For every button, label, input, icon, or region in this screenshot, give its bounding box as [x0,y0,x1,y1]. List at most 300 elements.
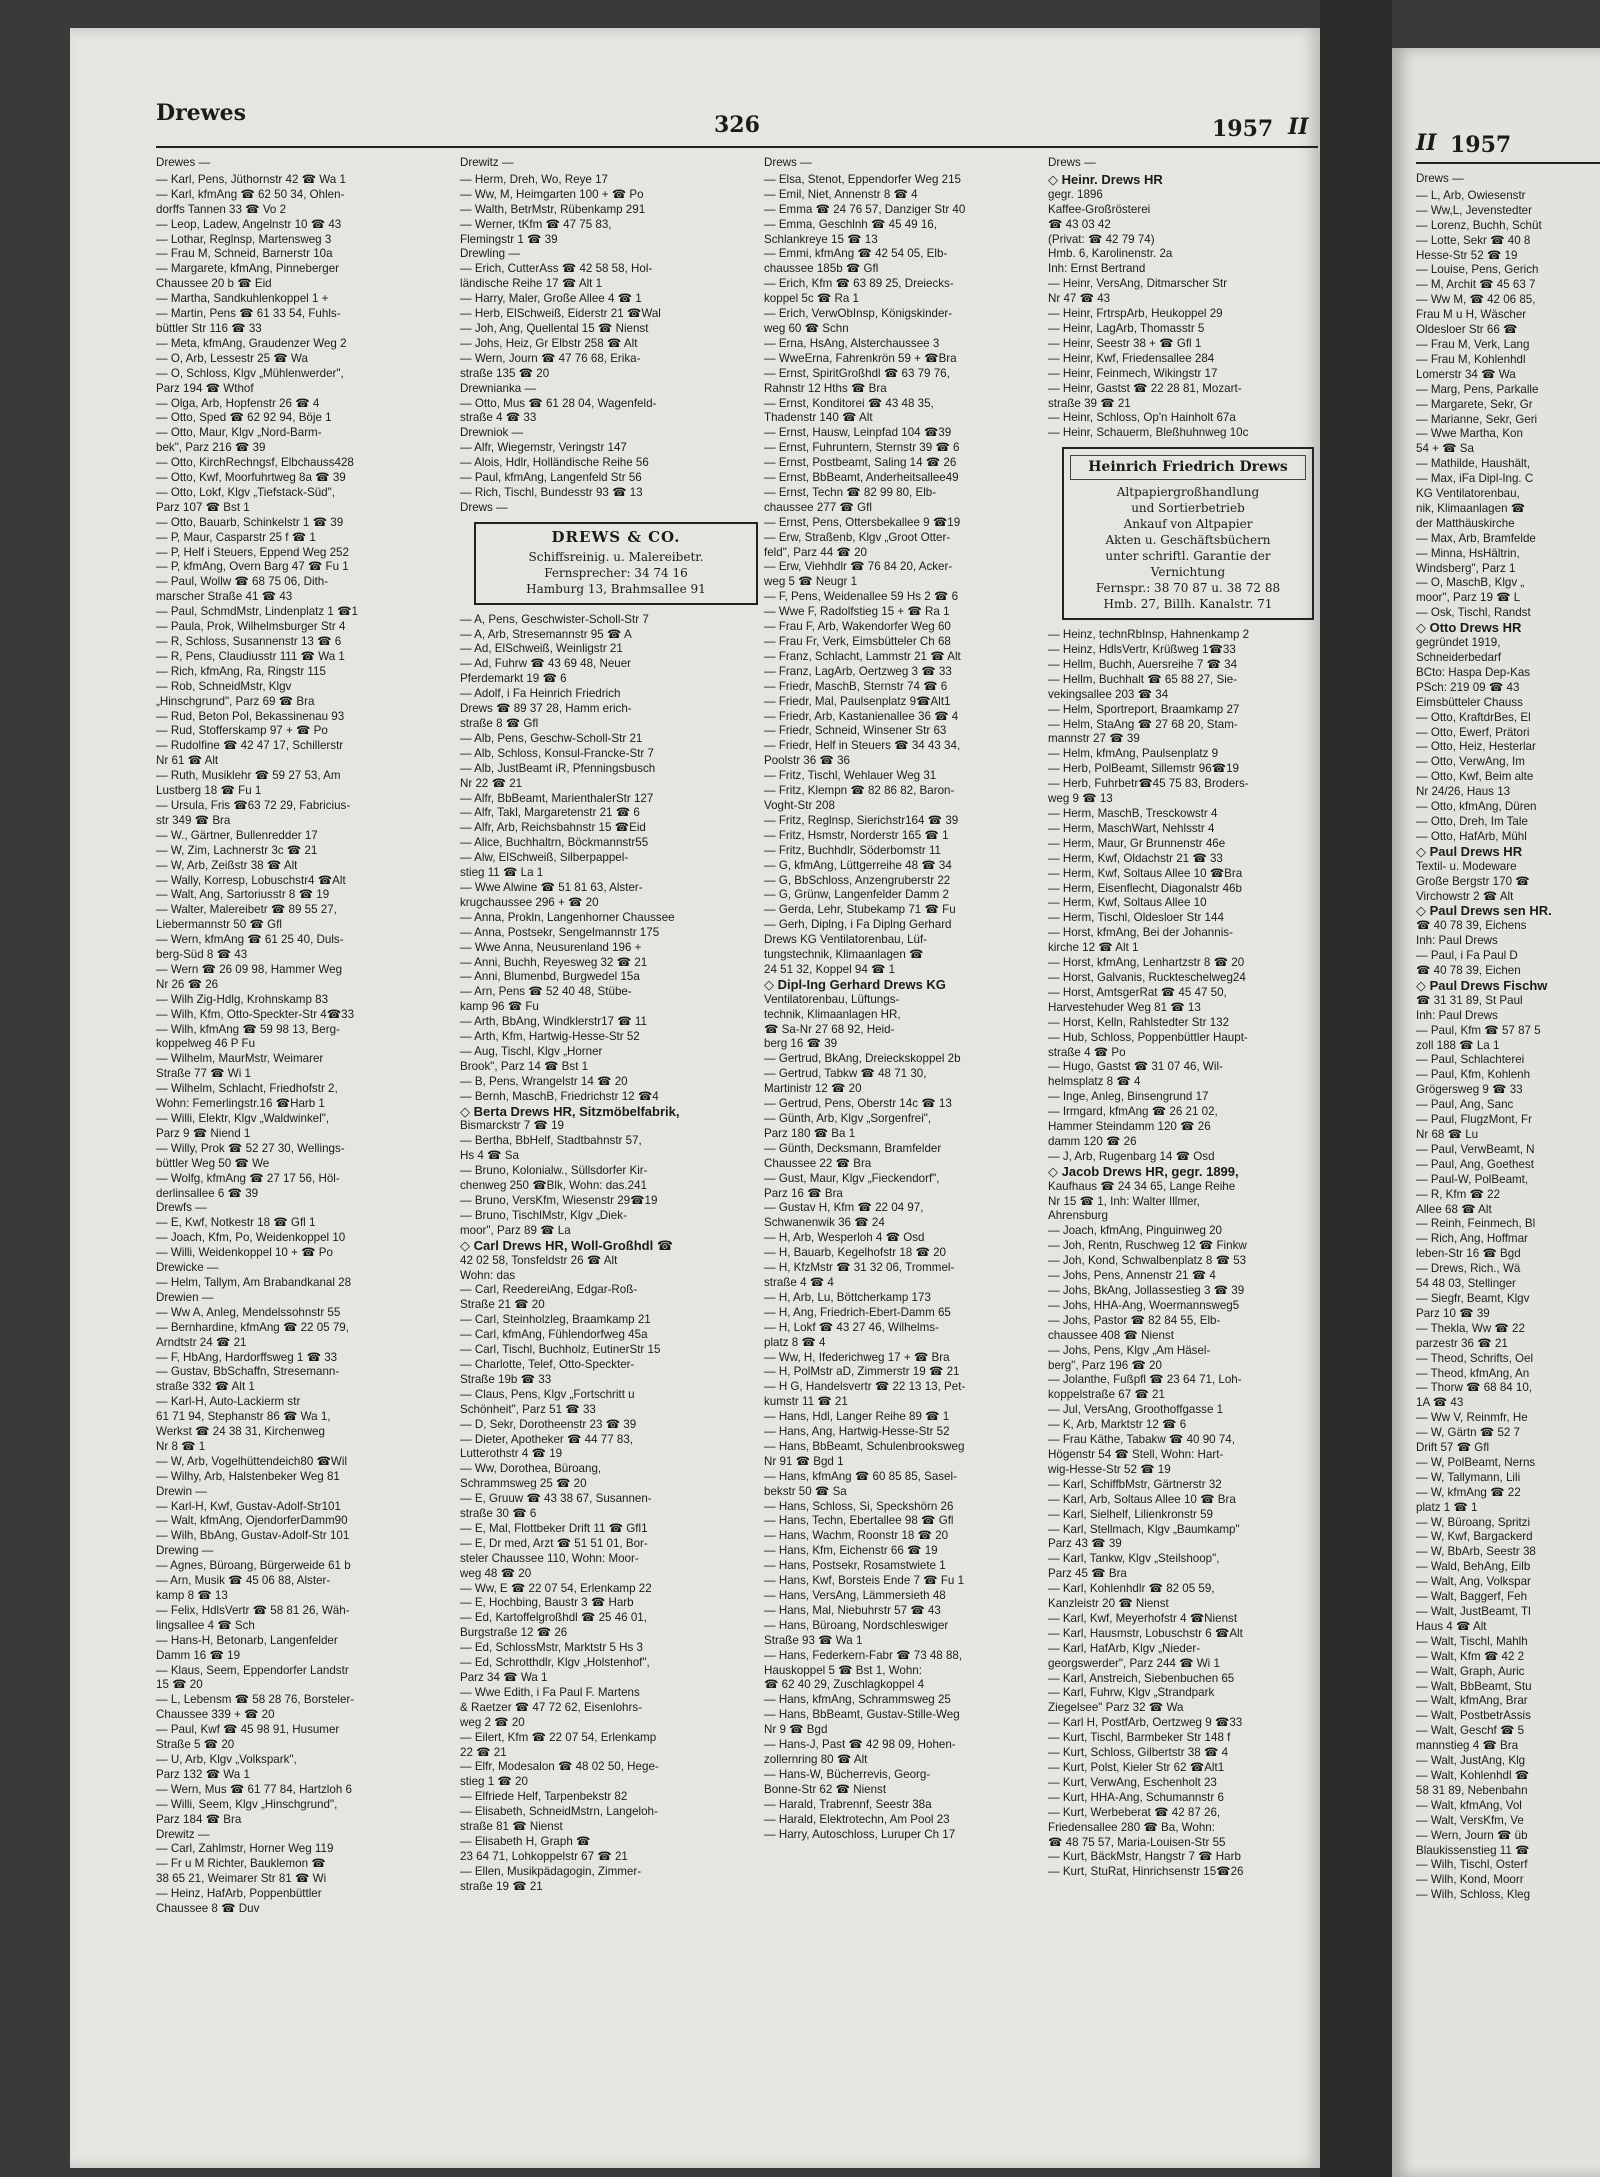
directory-entry: — Walt, Tischl, Mahlh [1416,1634,1528,1648]
directory-entry: — Karl, Hausmstr, Lobuschstr 6 ☎Alt [1048,1626,1243,1640]
directory-entry: — P, Helf i Steuers, Eppend Weg 252 [156,545,349,559]
directory-entry: 23 64 71, Lohkoppelstr 67 ☎ 21 [460,1849,628,1863]
directory-entry: Hesse-Str 52 ☎ 19 [1416,248,1518,262]
directory-entry: — Walt, Ang, Volkspar [1416,1575,1531,1589]
directory-entry: — Paul, Kfm, Kohlenh [1416,1068,1531,1082]
directory-entry: Parz 180 ☎ Ba 1 [764,1126,856,1140]
directory-entry: Nr 22 ☎ 21 [460,776,523,790]
directory-entry: — Martin, Pens ☎ 61 33 54, Fuhls- [156,307,341,321]
directory-entry: — Hans, Kwf, Borsteis Ende 7 ☎ Fu 1 [764,1574,965,1588]
directory-entry: — Otto, KraftdrBes, El [1416,710,1531,724]
directory-entry: dorffs Tannen 33 ☎ Vo 2 [156,202,287,216]
directory-entry: — Erich, VerwObInsp, Königskinder- [764,307,953,321]
directory-entry: 38 65 21, Weimarer Str 81 ☎ Wi [156,1872,327,1886]
directory-entry: Drewniok — [460,426,524,440]
directory-entry: — Karl-H, Auto-Lackierm str [156,1395,301,1409]
ad-line: unter schriftl. Garantie der [1105,549,1271,564]
directory-entry: — Max, Arb, Bramfelde [1416,531,1536,545]
directory-entry: — Elfr, Modesalon ☎ 48 02 50, Hege- [460,1760,659,1774]
directory-entry: — H, Arb, Wesperloh 4 ☎ Osd [764,1231,925,1245]
directory-entry: — Carl, Zahlmstr, Horner Weg 119 [156,1842,334,1856]
directory-entry: — Ernst, Hausw, Leinpfad 104 ☎39 [764,426,952,440]
directory-entry: derlinsallee 6 ☎ 39 [156,1186,259,1200]
directory-entry: PSch: 219 09 ☎ 43 [1416,680,1520,694]
directory-entry: — Willi, Seem, Klgv „Hinschgrund", [156,1797,338,1811]
directory-entry: 54 48 03, Stellinger [1416,1277,1516,1291]
directory-entry: — Ernst, Postbeamt, Saling 14 ☎ 26 [764,456,957,470]
column-5 [1416,172,1600,2162]
directory-entry: weg 9 ☎ 13 [1048,792,1113,806]
directory-entry: — Erw, Straßenb, Klgv „Groot Otter- [764,530,951,544]
directory-entry: — Paul-W, PolBeamt, [1416,1172,1529,1186]
directory-entry: ◇ Paul Drews HR [1416,843,1523,859]
directory-entry: — Fritz, Hsmstr, Norderstr 165 ☎ 1 [764,828,949,842]
directory-entry: Drewling — [460,247,520,261]
directory-entry: Virchowstr 2 ☎ Alt [1416,889,1514,903]
directory-entry: — Karl, Stellmach, Klgv „Baumkamp" [1048,1522,1240,1536]
directory-entry: moor", Parz 89 ☎ La [460,1223,571,1237]
directory-entry: — Franz, Schlacht, Lammstr 21 ☎ Alt [764,649,961,663]
directory-entry: — Paul, Schlachterei [1416,1053,1525,1067]
directory-entry: — Hans, BbBeamt, Schulenbrooksweg [764,1439,965,1453]
directory-entry: — Rich, Ang, Hoffmar [1416,1232,1528,1246]
directory-entry: Drewing — [156,1544,214,1558]
directory-entry: straße 4 ☎ 4 [764,1275,834,1289]
directory-entry: — Gertrud, BkAng, Dreieckskoppel 2b [764,1052,961,1066]
directory-entry: Nr 47 ☎ 43 [1048,292,1111,306]
directory-entry: — Herb, PolBeamt, Sillemstr 96☎19 [1048,762,1239,776]
directory-entry: 58 31 89, Nebenbahn [1416,1783,1528,1797]
directory-entry: — Karl, SchiffbMstr, Gärtnerstr 32 [1048,1477,1222,1491]
directory-entry: Schneiderbedarf [1416,651,1502,664]
directory-entry: — Paul, Ang, Sanc [1416,1098,1514,1112]
directory-entry: — Johs, BkAng, Jollassestieg 3 ☎ 39 [1048,1284,1245,1297]
directory-entry: — Otto, Ewerf, Prätori [1416,725,1530,739]
directory-entry: — Carl, ReedereiAng, Edgar-Roß- [460,1283,638,1297]
directory-entry: — Karl H, PostfArb, Oertzweg 9 ☎33 [1048,1716,1243,1730]
directory-entry: — Ernst, Pens, Ottersbekallee 9 ☎19 [764,515,961,529]
column-head: Drewes — [156,156,211,169]
directory-entry: — Otto, KirchRechngsf, Elbchauss428 [156,456,354,470]
directory-entry: — Leop, Ladew, Angelnstr 10 ☎ 43 [156,217,342,231]
directory-entry: — Ernst, BbBeamt, Anderheitsallee49 [764,471,959,485]
directory-entry: ☎ 40 78 39, Eichens [1416,919,1527,933]
directory-entry: — Wilh, kfmAng ☎ 59 98 13, Berg- [156,1022,340,1036]
directory-entry: 61 71 94, Stephanstr 86 ☎ Wa 1, [156,1410,331,1424]
directory-entry: — Aug, Tischl, Klgv „Horner [460,1044,603,1058]
directory-entry: — Joh, Kond, Schwalbenplatz 8 ☎ 53 [1048,1254,1247,1268]
directory-entry: mannstieg 4 ☎ Bra [1416,1739,1519,1753]
directory-entry: — Wwe Anna, Neusurenland 196 + [460,940,642,954]
directory-entry: — W, Gärtn ☎ 52 7 [1416,1426,1521,1440]
directory-entry: — Wald, BehAng, Eilb [1416,1560,1531,1574]
directory-entry: — J, Arb, Rugenbarg 14 ☎ Osd [1048,1149,1215,1163]
directory-entry: — Adolf, i Fa Heinrich Friedrich [460,687,621,701]
directory-entry: — Herb, Fuhrbetr☎45 75 83, Broders- [1048,777,1249,791]
directory-entry: berg", Parz 196 ☎ 20 [1048,1358,1162,1372]
directory-entry: — Ernst, Techn ☎ 82 99 80, Elb- [764,485,937,499]
directory-entry: — Elisabeth, SchneidMstrn, Langeloh- [460,1805,658,1819]
directory-entry: str 349 ☎ Bra [156,813,231,827]
directory-entry: berg 16 ☎ 39 [764,1037,838,1051]
directory-entry: — Karl, Sielhelf, Lilienkronstr 59 [1048,1507,1213,1521]
directory-entry: — E, Kwf, Notkestr 18 ☎ Gfl 1 [156,1216,316,1230]
directory-entry: — Hans, Postsekr, Rosamstwiete 1 [764,1559,946,1573]
directory-entry: — Johs, Pens, Klgv „Am Häsel- [1048,1343,1211,1357]
directory-entry: 24 51 32, Koppel 94 ☎ 1 [764,962,896,976]
directory-entry: — Arn, Musik ☎ 45 06 88, Alster- [156,1574,331,1588]
directory-entry: — Hellm, Buchh, Auersreihe 7 ☎ 34 [1048,657,1238,671]
directory-entry: — Marg, Pens, Parkalle [1416,382,1539,396]
drews-co-ad [474,522,758,605]
directory-entry: — Hans, VersAng, Lämmersieth 48 [764,1589,946,1602]
directory-entry: — Rob, SchneidMstr, Klgv [156,679,292,693]
directory-entry: Burgstraße 12 ☎ 26 [460,1626,568,1640]
directory-entry: — Otto, Dreh, Im Tale [1416,814,1528,828]
directory-entry: — Jul, VersAng, Groothoffgasse 1 [1048,1403,1224,1417]
directory-entry: — Walt, Geschf ☎ 5 [1416,1724,1525,1738]
directory-entry: — Johs, Pens, Annenstr 21 ☎ 4 [1048,1269,1216,1283]
directory-entry: — Helm, Tallym, Am Brabandkanal 28 [156,1275,352,1289]
directory-entry: — W., Gärtner, Bullenredder 17 [156,828,318,842]
page-year-right: 1957 [1450,132,1512,158]
directory-entry: — Fritz, Reglnsp, Sierichstr164 ☎ 39 [764,813,959,827]
directory-entry: — Arth, Kfm, Hartwig-Hesse-Str 52 [460,1030,640,1044]
directory-entry: ◇ Jacob Drews HR, gegr. 1899, [1048,1163,1239,1179]
directory-entry: — Helm, kfmAng, Paulsenplatz 9 [1048,747,1219,761]
directory-entry: — Hans, Techn, Ebertallee 98 ☎ Gfl [764,1514,954,1528]
directory-entry: — L, Arb, Owiesenstr [1416,188,1526,202]
directory-entry: — Hans, Ang, Hartwig-Hesse-Str 52 [764,1425,950,1439]
directory-entry: Pferdemarkt 19 ☎ 6 [460,672,567,686]
directory-entry: — Alfr, BbBeamt, MarienthalerStr 127 [460,791,654,805]
directory-entry: — Horst, AmtsgerRat ☎ 45 47 50, [1048,985,1227,999]
directory-entry: — Otto, Kwf, Beim alte [1416,770,1534,784]
directory-entry: — Otto, Lokf, Klgv „Tiefstack-Süd", [156,485,335,499]
directory-entry: — Otto, VerwAng, Im [1416,755,1525,769]
directory-entry: — Willy, Prok ☎ 52 27 30, Wellings- [156,1141,345,1155]
directory-entry: — Otto, Maur, Klgv „Nord-Barm- [156,426,322,440]
directory-entry: — Wern, Journ ☎ üb [1416,1828,1528,1842]
directory-entry: chaussee 185b ☎ Gfl [764,262,879,276]
directory-entry: ☎ 31 31 89, St Paul [1416,993,1523,1007]
directory-entry: Oldesloer Str 66 ☎ [1416,323,1518,337]
directory-entry: — Louise, Pens, Gerich [1416,263,1539,277]
directory-entry: straße 19 ☎ 21 [460,1879,543,1893]
directory-entry: — Marianne, Sekr, Geri [1416,412,1538,426]
directory-entry: — Heinr, Kwf, Friedensallee 284 [1048,351,1215,365]
directory-entry: — Rich, kfmAng, Ra, Ringstr 115 [156,664,326,678]
directory-entry: — Ernst, SpiritGroßhdl ☎ 63 79 76, [764,366,950,380]
directory-entry: büttler Weg 50 ☎ We [156,1156,270,1170]
directory-entry: — O, Schloss, Klgv „Mühlenwerder", [156,366,344,380]
directory-entry: bek", Parz 216 ☎ 39 [156,441,266,455]
directory-entry: — Theod, Schrifts, Oel [1416,1351,1534,1365]
directory-entry: — W, Zim, Lachnerstr 3c ☎ 21 [156,843,318,857]
ad-line: Fernspr.: 38 70 87 u. 38 72 88 [1095,581,1281,596]
directory-entry: — Walt, JustBeamt, Tl [1416,1605,1531,1618]
directory-entry: — Karl, Tankw, Klgv „Steilshoop", [1048,1552,1220,1566]
directory-entry: — Friedr, Helf in Steuers ☎ 34 43 34, [764,739,961,753]
directory-entry: — Ww M, ☎ 42 06 85, [1416,293,1536,307]
directory-entry: — Franz, LagArb, Oertzweg 3 ☎ 33 [764,664,952,678]
column-4 [1048,156,1316,2146]
directory-entry: 1A ☎ 43 [1416,1396,1464,1410]
directory-entry: — Ad, Fuhrw ☎ 43 69 48, Neuer [460,657,632,671]
directory-entry: — W, kfmAng ☎ 22 [1416,1485,1521,1499]
directory-entry: — Rudolfine ☎ 42 47 17, Schillerstr [156,739,344,753]
directory-entry: — Paul, i Fa Paul D [1416,949,1518,963]
directory-entry: Parz 132 ☎ Wa 1 [156,1767,250,1781]
directory-entry: — H G, Handelsvertr ☎ 22 13 13, Pet- [764,1380,966,1394]
directory-entry: kamp 8 ☎ 13 [156,1589,228,1602]
directory-entry: — Walt, kfmAng, Vol [1416,1798,1522,1812]
directory-entry: koppelweg 46 P Fu [156,1037,256,1051]
directory-entry: Kaufhaus ☎ 24 34 65, Lange Reihe [1048,1179,1236,1193]
directory-entry: — L, Lebensm ☎ 58 28 76, Borsteler- [156,1693,355,1707]
directory-entry: — Ww, E ☎ 22 07 54, Erlenkamp 22 [460,1581,652,1595]
directory-entry: 54 + ☎ Sa [1416,442,1474,456]
directory-entry: — Bernhardine, kfmAng ☎ 22 05 79, [156,1320,349,1334]
directory-entry: Chaussee 8 ☎ Duv [156,1902,260,1916]
directory-entry: zollernring 80 ☎ Alt [764,1752,868,1766]
directory-entry: — Walter, Malereibetr ☎ 89 55 27, [156,903,337,917]
directory-entry: — Paul, Kwf ☎ 45 98 91, Husumer [156,1723,340,1737]
page-header-name: Drewes [156,100,246,126]
directory-entry: — Otto, Heiz, Hesterlar [1416,740,1536,754]
directory-entry: Schönheit", Parz 51 ☎ 33 [460,1402,596,1416]
directory-entry: Hmb. 6, Karolinenstr. 2a [1048,247,1173,261]
directory-entry: (Privat: ☎ 42 79 74) [1048,232,1155,246]
directory-entry: — Alfr, Takl, Margaretenstr 21 ☎ 6 [460,806,640,820]
directory-entry: Nr 24/26, Haus 13 [1416,785,1511,799]
directory-entry: weg 2 ☎ 20 [460,1715,525,1729]
directory-entry: — Ellen, Musikpädagogin, Zimmer- [460,1864,642,1878]
page-number: 326 [714,112,760,138]
header-rule-right [1416,162,1600,164]
directory-entry: Parz 10 ☎ 39 [1416,1306,1490,1320]
directory-entry: — Fr u M Richter, Bauklemon ☎ [156,1857,326,1871]
directory-entry: 22 ☎ 21 [460,1745,507,1759]
directory-entry: — H, KfzMstr ☎ 31 32 06, Trommel- [764,1261,955,1275]
directory-entry: der Matthäuskirche [1416,516,1515,530]
directory-entry: — Martha, Sandkuhlenkoppel 1 + [156,292,329,306]
directory-entry: — H, PolMstr aD, Zimmerstr 19 ☎ 21 [764,1365,960,1379]
directory-entry: — Günth, Arb, Klgv „Sorgenfrei", [764,1112,932,1125]
book-gutter [1320,0,1392,2177]
directory-entry: — Margarete, kfmAng, Pinneberger [156,262,340,276]
directory-entry: — Ww, H, Ifederichweg 17 + ☎ Bra [764,1350,950,1364]
directory-entry: — Bruno, TischlMstr, Klgv „Diek- [460,1208,627,1222]
directory-entry: Parz 194 ☎ Wthof [156,381,254,395]
column-entries [1048,628,1316,1880]
directory-entry: — Harry, Maler, Große Allee 4 ☎ 1 [460,292,642,306]
directory-entry: weg 60 ☎ Schn [764,321,849,335]
ad-line: Hamburg 13, Brahmsallee 91 [526,581,706,596]
directory-entry: — W, Arb, Zeißstr 38 ☎ Alt [156,858,298,872]
directory-entry: — Meta, kfmAng, Graudenzer Weg 2 [156,336,347,350]
directory-entry: — F, HbAng, Hardorffsweg 1 ☎ 33 [156,1350,338,1364]
directory-entry: — O, MaschB, Klgv „ [1416,576,1525,590]
directory-entry: lingsallee 4 ☎ Sch [156,1618,255,1632]
directory-entry: — Ed, SchlossMstr, Marktstr 5 Hs 3 [460,1641,643,1655]
directory-entry: — Anni, Buchh, Reyesweg 32 ☎ 21 [460,955,648,969]
directory-entry: Haus 4 ☎ Alt [1416,1619,1487,1633]
directory-entry: — Bruno, VersKfm, Wiesenstr 29☎19 [460,1194,658,1207]
directory-entry: straße 4 ☎ 33 [460,411,537,425]
directory-entry: — Thekla, Ww ☎ 22 [1416,1321,1525,1335]
directory-entry: — Hans, BbBeamt, Gustav-Stille-Weg [764,1708,960,1722]
directory-entry: — Frau Käthe, Tabakw ☎ 40 90 74, [1048,1433,1235,1447]
directory-entry: — Heinr, LagArb, Thomasstr 5 [1048,321,1205,335]
directory-entry: — Joh, Ang, Quellental 15 ☎ Nienst [460,321,649,335]
directory-entry: — Frau M, Schneid, Barnerstr 10a [156,247,333,261]
column-entries [460,613,760,1895]
directory-entry: — Frau M, Kohlenhdl [1416,352,1526,366]
directory-entry: georgswerder", Parz 244 ☎ Wi 1 [1048,1656,1220,1670]
directory-entry: — Herm, Tischl, Oldesloer Str 144 [1048,911,1224,925]
directory-entry: Nr 61 ☎ Alt [156,754,219,768]
directory-entry: — Arn, Pens ☎ 52 40 48, Stübe- [460,985,632,999]
directory-entry: Parz 43 ☎ 39 [1048,1537,1122,1551]
directory-entry: — Hans, Kfm, Eichenstr 66 ☎ 19 [764,1544,938,1558]
directory-entry: — Wwe Martha, Kon [1416,427,1523,441]
directory-entry: — E, Dr med, Arzt ☎ 51 51 01, Bor- [460,1536,648,1550]
ad-line: Fernsprecher: 34 74 16 [544,565,688,580]
directory-entry: — Otto, Kwf, Moorfuhrtweg 8a ☎ 39 [156,471,346,485]
directory-entry: — WweErna, Fahrenkrön 59 + ☎Bra [764,351,957,365]
directory-entry: Lustberg 18 ☎ Fu 1 [156,784,262,798]
directory-entry: — R, Kfm ☎ 22 [1416,1187,1501,1201]
heinrich-friedrich-drews-ad [1062,447,1314,620]
directory-entry: — Ed, Schrotthdlr, Klgv „Holstenhof", [460,1656,650,1670]
directory-entry: — Walt, Kohlenhdl ☎ [1416,1768,1530,1782]
directory-entry: — Harald, Trabrennf, Seestr 38a [764,1797,932,1811]
directory-entry: — P, Maur, Casparstr 25 f ☎ 1 [156,530,316,544]
directory-entry: — Heinr, Schloss, Op'n Hainholt 67a [1048,411,1236,425]
directory-entry: Schrammsweg 25 ☎ 20 [460,1477,587,1491]
column-entries [764,173,1064,1843]
directory-entry: — W, Tallymann, Lili [1416,1470,1521,1484]
directory-entry: Straße 77 ☎ Wi 1 [156,1067,251,1081]
directory-entry: — Karl, Kwf, Meyerhofstr 4 ☎Nienst [1048,1611,1238,1625]
directory-entry: — Margarete, Sekr, Gr [1416,397,1533,411]
directory-entry: — Herm, Eisenflecht, Diagonalstr 46b [1048,881,1242,895]
directory-entry: berg-Süd 8 ☎ 43 [156,948,248,962]
column-entries [1048,173,1316,441]
directory-entry: — Bertha, BbHelf, Stadtbahnstr 57, [460,1134,642,1148]
directory-entry: Schwanenwik 36 ☎ 24 [764,1216,885,1230]
directory-entry: — Helm, Sportreport, Braamkamp 27 [1048,702,1240,716]
directory-entry: — Wilh, Tischl, Osterf [1416,1858,1528,1872]
directory-entry: — O, Arb, Lessestr 25 ☎ Wa [156,351,308,365]
directory-entry: — E, Gruuw ☎ 43 38 67, Susannen- [460,1492,652,1506]
directory-entry: parzestr 36 ☎ 21 [1416,1336,1508,1350]
directory-entry: — Arth, BbAng, Windklerstr17 ☎ 11 [460,1015,647,1029]
directory-entry: — Walt, kfmAng, Brar [1416,1694,1528,1708]
directory-entry: & Raetzer ☎ 47 72 62, Eisenlohrs- [460,1700,642,1714]
directory-entry: Högenstr 54 ☎ Stell, Wohn: Hart- [1048,1447,1224,1461]
directory-entry: — Osk, Tischl, Randst [1416,606,1531,620]
directory-entry: — Elfriede Helf, Tarpenbekstr 82 [460,1790,628,1804]
directory-entry: ländische Reihe 17 ☎ Alt 1 [460,277,603,291]
directory-entry: — Gertrud, Tabkw ☎ 48 71 30, [764,1067,927,1081]
directory-entry: — Ed, Kartoffelgroßhdl ☎ 25 46 01, [460,1611,647,1625]
directory-entry: feld", Parz 44 ☎ 20 [764,545,867,559]
ad-line: Vernichtung [1150,565,1226,580]
directory-entry: — Hans, kfmAng, Schrammsweg 25 [764,1693,951,1707]
directory-entry: — Gertrud, Pens, Oberstr 14c ☎ 13 [764,1097,952,1111]
directory-entry: — Hub, Schloss, Poppenbüttler Haupt- [1048,1030,1248,1044]
directory-entry: Harvestehuder Weg 81 ☎ 13 [1048,1000,1201,1014]
directory-entry: weg 5 ☎ Neugr 1 [764,575,858,589]
directory-entry: Drewicke — [156,1261,219,1275]
directory-entry: — P, kfmAng, Overn Barg 47 ☎ Fu 1 [156,560,349,574]
directory-entry: — Claus, Pens, Klgv „Fortschritt u [460,1387,635,1401]
directory-entry: Frau M u H, Wäscher [1416,308,1527,322]
directory-entry: Lutterothstr 4 ☎ 19 [460,1447,563,1461]
directory-entry: — Karl, Kohlenhdlr ☎ 82 05 59, [1048,1582,1215,1596]
directory-entry: — Gustav, BbSchaffn, Stresemann- [156,1365,340,1379]
directory-entry: — Kurt, Polst, Kieler Str 62 ☎Alt1 [1048,1761,1225,1774]
directory-entry: Parz 9 ☎ Niend 1 [156,1126,251,1140]
directory-entry: ☎ Sa-Nr 27 68 92, Heid- [764,1022,895,1036]
directory-entry: — Hans-J, Past ☎ 42 98 09, Hohen- [764,1738,956,1752]
directory-entry: — Herm, MaschB, Tresckowstr 4 [1048,807,1218,820]
directory-entry: — Emma ☎ 24 76 57, Danziger Str 40 [764,202,966,216]
directory-entry: Parz 184 ☎ Bra [156,1812,242,1826]
directory-entry: — Gerda, Lehr, Stubekamp 71 ☎ Fu [764,903,956,917]
directory-entry: Nr 8 ☎ 1 [156,1439,206,1453]
directory-entry: ☎ 48 75 57, Maria-Louisen-Str 55 [1048,1835,1226,1849]
directory-entry: — Dieter, Apotheker ☎ 44 77 83, [460,1432,633,1446]
directory-entry: marscher Straße 41 ☎ 43 [156,590,293,604]
directory-entry: Thadenstr 140 ☎ Alt [764,411,873,425]
column-entries [1416,189,1600,1903]
directory-entry: bekstr 50 ☎ Sa [764,1484,847,1498]
directory-entry: — Hans, Wachm, Roonstr 18 ☎ 20 [764,1529,949,1543]
directory-entry: gegründet 1919, [1416,636,1501,650]
directory-entry: Inh: Paul Drews [1416,1008,1498,1022]
directory-entry: „Hinschgrund", Parz 69 ☎ Bra [156,694,315,708]
directory-entry: — Hans, Mal, Niebuhrstr 57 ☎ 43 [764,1603,941,1617]
directory-entry: kamp 96 ☎ Fu [460,1000,539,1014]
directory-entry: — Hans, Hdl, Langer Reihe 89 ☎ 1 [764,1410,950,1424]
directory-entry: — Wilh, Schloss, Kleg [1416,1888,1531,1902]
directory-entry: — Drews, Rich., Wä [1416,1262,1521,1276]
directory-entry: vekingsallee 203 ☎ 34 [1048,687,1169,701]
directory-entry: — Paul, Kfm ☎ 57 87 5 [1416,1023,1541,1037]
directory-entry: Nr 15 ☎ 1, Inh: Walter Illmer, [1048,1194,1200,1208]
directory-entry: — Erw, Viehhdlr ☎ 76 84 20, Acker- [764,560,953,574]
directory-entry: — Wwe Edith, i Fa Paul F. Martens [460,1685,640,1699]
directory-entry: — Emmi, kfmAng ☎ 42 54 05, Elb- [764,247,948,261]
directory-entry: Parz 107 ☎ Bst 1 [156,500,250,514]
directory-entry: — Günth, Decksmann, Bramfelder [764,1141,942,1155]
directory-entry: Blaukissenstieg 11 ☎ [1416,1843,1530,1857]
directory-entry: — Rud, Beton Pol, Bekassinenau 93 [156,709,345,723]
directory-entry: — R, Pens, Claudiusstr 111 ☎ Wa 1 [156,649,345,663]
directory-entry: — Lothar, Reglnsp, Martensweg 3 [156,232,332,246]
directory-entry: — Kurt, VerwAng, Eschenholt 23 [1048,1775,1217,1789]
directory-entry: — E, Mal, Flottbeker Drift 11 ☎ Gfl1 [460,1521,648,1535]
directory-entry: — W, Kwf, Bargackerd [1416,1530,1533,1544]
directory-entry: — Olga, Arb, Hopfenstr 26 ☎ 4 [156,396,320,410]
directory-entry: — Joach, Kfm, Po, Weidenkoppel 10 [156,1231,346,1245]
directory-entry: — A, Arb, Stresemannstr 95 ☎ A [460,627,632,641]
directory-entry: — Harry, Autoschloss, Luruper Ch 17 [764,1827,956,1841]
directory-entry: — Ruth, Musiklehr ☎ 59 27 53, Am [156,769,341,783]
